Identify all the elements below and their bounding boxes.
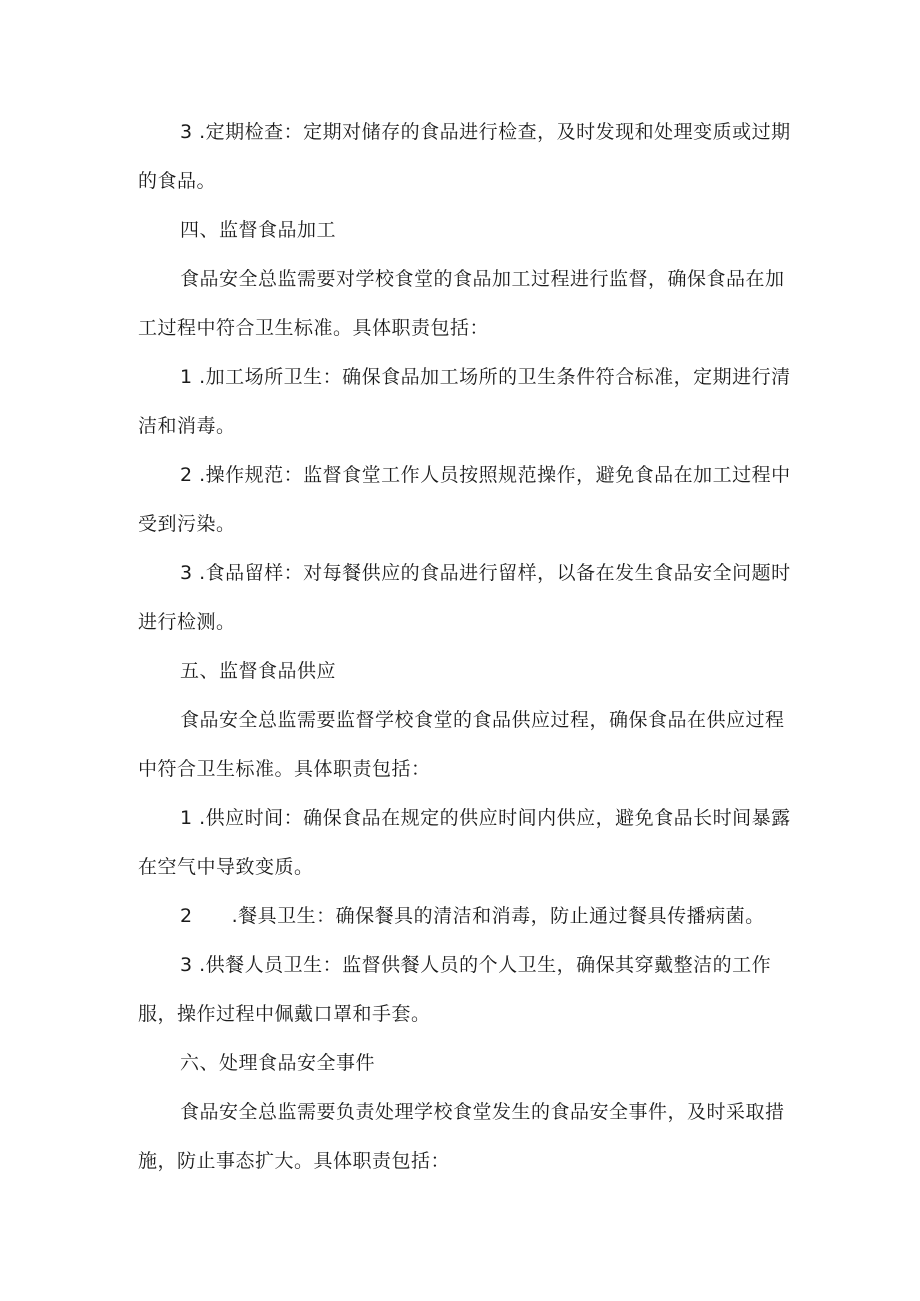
list-item-periodic-inspection: 3 .定期检查：定期对储存的食品进行检查，及时发现和处理变质或过期的食品。 <box>138 121 791 192</box>
paragraph-supply-intro: 食品安全总监需要监督学校食堂的食品供应过程，确保食品在供应过程中符合卫生标准。具体职责包括： <box>138 709 785 780</box>
list-item-operation-standards: 2 .操作规范：监督食堂工作人员按照规范操作，避免食品在加工过程中受到污染。 <box>138 464 791 535</box>
section-heading-safety-incidents: 六、处理食品安全事件 <box>180 1052 376 1074</box>
paragraph-incidents-intro: 食品安全总监需要负责处理学校食堂发生的食品安全事件，及时采取措施，防止事态扩大。具体职责包括： <box>138 1101 785 1172</box>
list-item-supply-time: 1 .供应时间：确保食品在规定的供应时间内供应，避免食品长时间暴露在空气中导致变质。 <box>138 807 791 878</box>
section-heading-food-processing: 四、监督食品加工 <box>180 219 337 241</box>
list-item-tableware-hygiene: 2 .餐具卫生：确保餐具的清洁和消毒，防止通过餐具传播病菌。 <box>180 905 765 927</box>
list-item-server-hygiene: 3 .供餐人员卫生：监督供餐人员的个人卫生，确保其穿戴整洁的工作服，操作过程中佩戴口罩和手套。 <box>138 954 772 1025</box>
list-item-food-sample-retention: 3 .食品留样：对每餐供应的食品进行留样，以备在发生食品安全问题时进行检测。 <box>138 562 791 633</box>
section-heading-food-supply: 五、监督食品供应 <box>180 660 337 682</box>
list-item-processing-site-hygiene: 1 .加工场所卫生：确保食品加工场所的卫生条件符合标准，定期进行清洁和消毒。 <box>138 366 791 437</box>
paragraph-processing-intro: 食品安全总监需要对学校食堂的食品加工过程进行监督，确保食品在加工过程中符合卫生标准。具体职责包括： <box>138 268 785 339</box>
